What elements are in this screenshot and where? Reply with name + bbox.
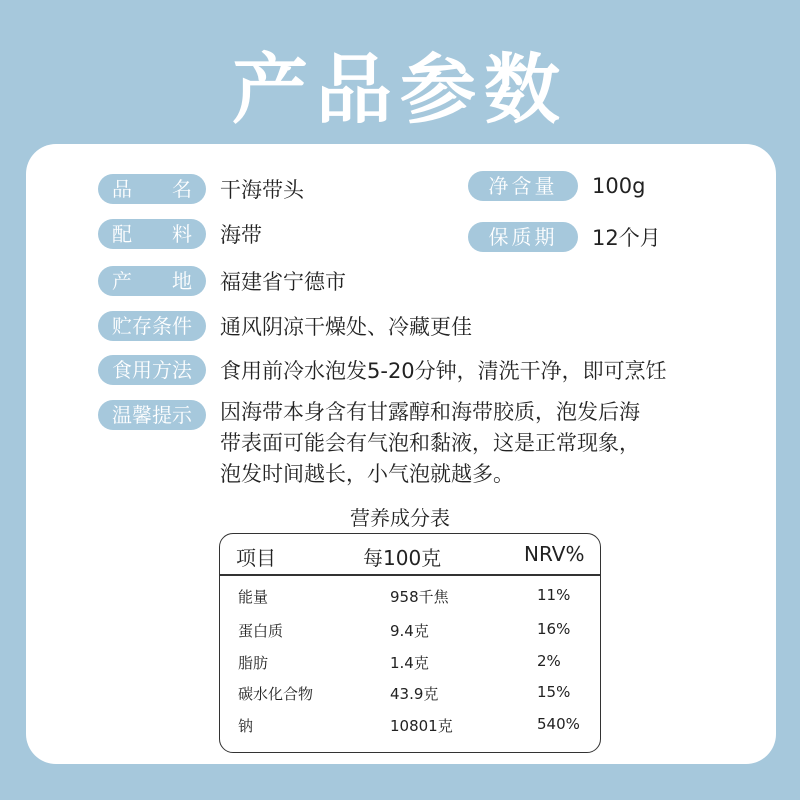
param-row-net xyxy=(468,169,645,203)
param-value-tip: 因海带本身含有甘露醇和海带胶质，泡发后海 带表面可能会有气泡和黏液，这是正常现象， 泡发时间越长，小气泡就越多。 xyxy=(220,400,640,486)
header-item: 项目 xyxy=(236,546,276,570)
table-row xyxy=(220,620,600,648)
param-label-usage: 食用方法 xyxy=(98,355,206,385)
param-row-usage xyxy=(98,353,667,387)
row-item: 碳水化合物 xyxy=(238,685,314,703)
row-amount: 1.4克 xyxy=(390,654,429,672)
row-item: 能量 xyxy=(238,588,269,606)
param-value-usage: 食用前冷水泡发5-20分钟，清洗干净，即可烹饪 xyxy=(220,359,667,383)
param-label-ingredient: 配 料 xyxy=(98,219,206,249)
header-amount: 每100克 xyxy=(363,546,442,570)
param-label-name: 品 名 xyxy=(98,174,206,204)
param-row-tip xyxy=(98,398,206,432)
row-amount: 9.4克 xyxy=(390,622,429,640)
param-label-shelf: 保质期 xyxy=(468,222,578,252)
param-row-ingredient xyxy=(98,217,262,251)
row-amount: 10801克 xyxy=(390,717,453,735)
table-row xyxy=(220,683,600,711)
table-row xyxy=(220,715,600,743)
param-row-name xyxy=(98,172,304,206)
row-nrv: 540% xyxy=(537,715,580,733)
row-item: 脂肪 xyxy=(238,654,269,672)
page-title: 产品参数 xyxy=(232,45,568,134)
param-value-origin: 福建省宁德市 xyxy=(220,270,346,294)
nutrition-table xyxy=(219,533,601,753)
param-label-origin: 产 地 xyxy=(98,266,206,296)
param-value-name: 干海带头 xyxy=(220,178,304,202)
param-value-storage: 通风阴凉干燥处、冷藏更佳 xyxy=(220,315,472,339)
row-nrv: 11% xyxy=(537,586,571,604)
row-item: 蛋白质 xyxy=(238,622,284,640)
param-row-origin xyxy=(98,264,346,298)
table-row xyxy=(220,586,600,614)
row-nrv: 2% xyxy=(537,652,561,670)
nutrition-table-header xyxy=(220,534,600,576)
row-nrv: 16% xyxy=(537,620,571,638)
row-amount: 958千焦 xyxy=(390,588,449,606)
table-row xyxy=(220,652,600,680)
row-amount: 43.9克 xyxy=(390,685,439,703)
row-nrv: 15% xyxy=(537,683,571,701)
nutrition-table-title: 营养成分表 xyxy=(350,506,450,530)
param-row-shelf xyxy=(468,220,661,254)
param-label-tip: 温馨提示 xyxy=(98,400,206,430)
param-label-net: 净含量 xyxy=(468,171,578,201)
param-value-ingredient: 海带 xyxy=(220,223,262,247)
param-row-storage xyxy=(98,309,472,343)
param-label-storage: 贮存条件 xyxy=(98,311,206,341)
header-nrv: NRV% xyxy=(524,542,585,566)
row-item: 钠 xyxy=(238,717,254,735)
param-value-net: 100g xyxy=(592,174,646,198)
param-value-shelf: 12个月 xyxy=(592,226,661,250)
